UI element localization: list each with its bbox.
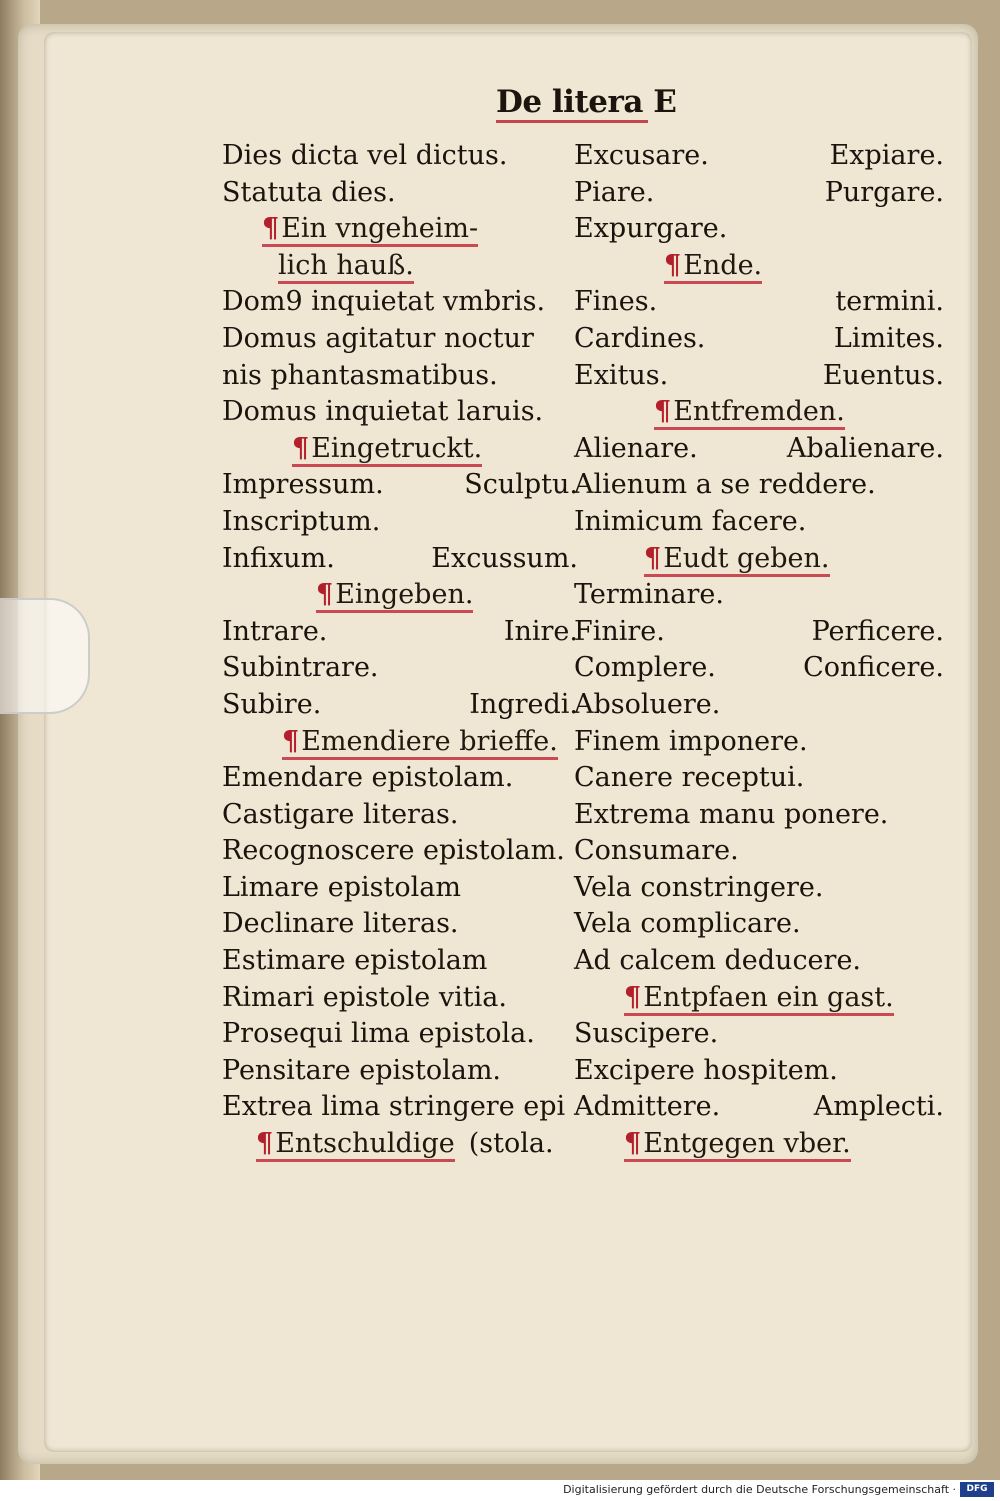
text-line: Pensitare epistolam. (222, 1054, 502, 1086)
text-line: Extrema manu ponere. (574, 798, 889, 830)
rubric-text (282, 727, 558, 760)
rubric-text (654, 397, 845, 430)
page-clip (0, 598, 90, 714)
text-line: Extrea lima stringere epi (222, 1091, 566, 1123)
pilcrow-icon: ¶ (292, 432, 310, 464)
synonym-term: Amplecti. (813, 1091, 944, 1123)
rubric-heading (222, 248, 578, 285)
pilcrow-icon: ¶ (654, 396, 672, 428)
rubric-label: Entfremden. (673, 396, 845, 428)
text-line: Inimicum facere. (574, 505, 807, 537)
pilcrow-icon: ¶ (624, 1128, 642, 1160)
synonym-term: Subire. (222, 688, 322, 720)
rubric-label: Eingetruckt. (311, 432, 483, 464)
text-line: Ad calcem deducere. (574, 945, 862, 977)
text-line: Recognoscere epistolam. (222, 835, 565, 867)
text-line: Suscipere. (574, 1018, 719, 1050)
dfg-logo: DFG (960, 1482, 994, 1497)
text-line: Canere receptui. (574, 762, 805, 794)
synonym-line (574, 650, 944, 687)
rubric-heading (222, 431, 578, 468)
text-line: Declinare literas. (222, 908, 459, 940)
pilcrow-icon: ¶ (664, 249, 682, 281)
text-line: Estimare epistolam (222, 945, 488, 977)
rubric-heading (222, 724, 578, 761)
synonym-line (574, 358, 944, 395)
rubric-heading (574, 394, 944, 431)
text-line: Vela constringere. (574, 871, 824, 903)
text-line: Terminare. (574, 579, 724, 611)
text-line: Subintrare. (222, 652, 379, 684)
rubric-text (262, 214, 478, 247)
synonym-term: termini. (835, 286, 944, 318)
text-line: Domus agitatur noctur (222, 322, 534, 354)
rubric-label: lich hauß. (278, 249, 414, 281)
rubric-text (292, 434, 482, 467)
synonym-term: Excussum. (431, 542, 578, 574)
text-line: Absoluere. (574, 688, 721, 720)
rubric-label: Ende. (683, 249, 763, 281)
text-line: Alienum a se reddere. (574, 469, 876, 501)
synonym-term: Finire. (574, 615, 665, 647)
synonym-term: Alienare. (574, 432, 698, 464)
synonym-term: Infixum. (222, 542, 335, 574)
rubric-text (624, 1129, 851, 1162)
text-line: Expurgare. (574, 213, 728, 245)
synonym-term: Excusare. (574, 140, 709, 171)
text-line: Vela complicare. (574, 908, 801, 940)
header-underline (496, 120, 648, 123)
rubric-heading (222, 577, 578, 614)
text-line: Domus inquietat laruis. (222, 396, 544, 428)
synonym-line (574, 431, 944, 468)
text-line: Dies dicta vel dictus. (222, 140, 508, 171)
synonym-term: Piare. (574, 176, 655, 208)
rubric-text (624, 983, 894, 1016)
pilcrow-icon: ¶ (624, 981, 642, 1013)
synonym-line (574, 284, 944, 321)
synonym-term: Perficere. (811, 615, 944, 647)
synonym-term: Fines. (574, 286, 658, 318)
synonym-term: Euentus. (822, 359, 944, 391)
synonym-line (574, 614, 944, 651)
synonym-term: Complere. (574, 652, 716, 684)
text-line: Emendare epistolam. (222, 762, 514, 794)
synonym-line (222, 467, 578, 504)
rubric-tail: (stola. (468, 1128, 554, 1160)
synonym-line (574, 175, 944, 212)
rubric-text (316, 580, 473, 613)
text-line: Inscriptum. (222, 505, 381, 537)
footer (0, 1480, 1000, 1501)
synonym-term: Intrare. (222, 615, 328, 647)
pilcrow-icon: ¶ (282, 725, 300, 757)
rubric-label: Eudt geben. (663, 542, 830, 574)
synonym-line (222, 687, 578, 724)
rubric-label: Ein vngeheim- (281, 213, 479, 245)
rubric-heading (574, 980, 944, 1017)
rubric-heading (222, 1126, 578, 1163)
synonym-term: Admittere. (574, 1091, 721, 1123)
synonym-line (574, 321, 944, 358)
rubric-text (256, 1129, 455, 1162)
synonym-term: Inire. (503, 615, 578, 647)
text-line: Dom9 inquietat vmbris. (222, 286, 546, 318)
page-header: De litera E (496, 84, 677, 120)
synonym-term: Impressum. (222, 469, 384, 501)
right-column (574, 138, 944, 1163)
synonym-line (574, 138, 944, 175)
rubric-heading (574, 1126, 944, 1163)
pilcrow-icon: ¶ (316, 579, 334, 611)
synonym-term: Limites. (833, 322, 944, 354)
text-line: Castigare literas. (222, 798, 459, 830)
text-line: Finem imponere. (574, 725, 808, 757)
rubric-text (644, 544, 830, 577)
synonym-term: Ingredi. (469, 688, 578, 720)
text-line: nis phantasmatibus. (222, 359, 498, 391)
synonym-term: Cardines. (574, 322, 706, 354)
text-line: Limare epistolam (222, 871, 461, 903)
rubric-label: Entpfaen ein gast. (643, 981, 894, 1013)
rubric-heading (222, 211, 578, 248)
synonym-term: Conficere. (803, 652, 944, 684)
pilcrow-icon: ¶ (644, 542, 662, 574)
pilcrow-icon: ¶ (262, 213, 280, 245)
synonym-line (222, 614, 578, 651)
synonym-term: Abalienare. (786, 432, 944, 464)
synonym-term: Purgare. (824, 176, 944, 208)
text-line: Rimari epistole vitia. (222, 981, 507, 1013)
synonym-term: Sculptu. (464, 469, 578, 501)
rubric-heading (574, 248, 944, 285)
rubric-label: Emendiere brieffe. (301, 725, 558, 757)
synonym-line (222, 541, 578, 578)
rubric-label: Eingeben. (335, 579, 474, 611)
left-column (222, 138, 578, 1163)
synonym-line (574, 1089, 944, 1126)
rubric-text (664, 251, 762, 284)
pilcrow-icon: ¶ (256, 1128, 274, 1160)
rubric-heading (574, 541, 944, 578)
text-line: Excipere hospitem. (574, 1054, 838, 1086)
rubric-text (278, 251, 414, 284)
synonym-term: Expiare. (829, 140, 944, 171)
text-line: Consumare. (574, 835, 739, 867)
text-line: Prosequi lima epistola. (222, 1018, 535, 1050)
text-line: Statuta dies. (222, 176, 396, 208)
footer-credit: Digitalisierung gefördert durch die Deutsche Forschungsgemeinschaft · (563, 1483, 956, 1496)
synonym-term: Exitus. (574, 359, 669, 391)
rubric-label: Entschuldige (275, 1128, 455, 1160)
rubric-label: Entgegen vber. (643, 1128, 851, 1160)
